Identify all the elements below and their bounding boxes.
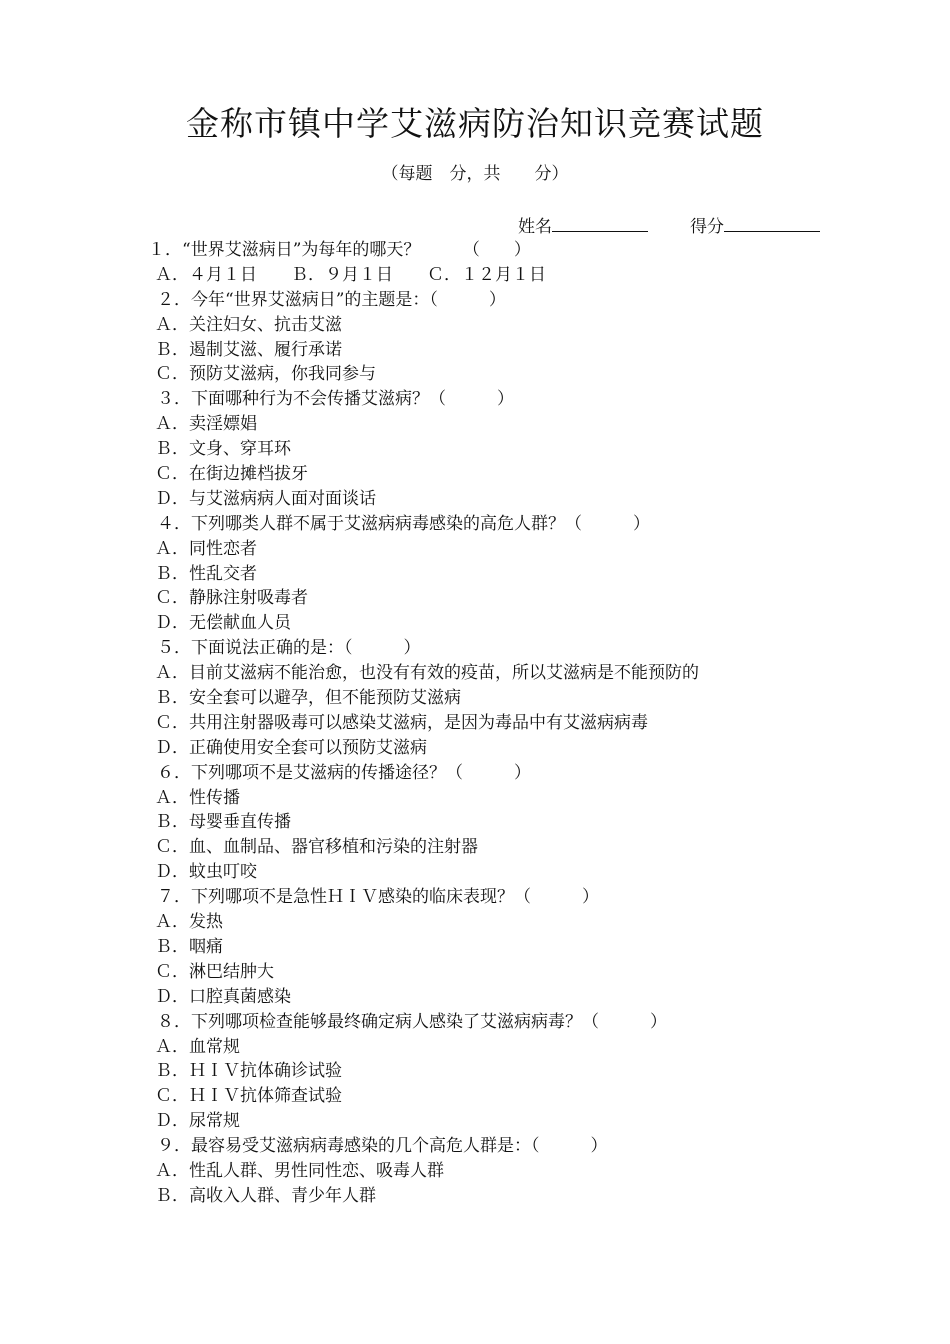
question-3: ３．下面哪种行为不会传播艾滋病？（ ） bbox=[157, 389, 514, 410]
question-4-option-b: Ｂ．性乱交者 bbox=[155, 563, 257, 584]
question-9: ９．最容易受艾滋病病毒感染的几个高危人群是：（ ） bbox=[157, 1136, 608, 1157]
question-7-option-a: Ａ．发热 bbox=[155, 912, 223, 933]
question-2-option-c: Ｃ．预防艾滋病，你我同参与 bbox=[155, 364, 376, 385]
question-2-option-a: Ａ．关注妇女、抗击艾滋 bbox=[155, 314, 342, 335]
question-7-option-c: Ｃ．淋巴结肿大 bbox=[155, 961, 274, 982]
question-3-option-c: Ｃ．在街边摊档拔牙 bbox=[155, 464, 308, 485]
question-3-option-a: Ａ．卖淫嫖娼 bbox=[155, 414, 257, 435]
question-8-option-d: Ｄ．尿常规 bbox=[155, 1111, 240, 1132]
question-8: ８．下列哪项检查能够最终确定病人感染了艾滋病病毒？（ ） bbox=[157, 1011, 667, 1032]
question-4-option-d: Ｄ．无偿献血人员 bbox=[155, 613, 291, 634]
question-2-option-b: Ｂ．遏制艾滋、履行承诺 bbox=[155, 339, 342, 360]
question-6-option-b: Ｂ．母婴垂直传播 bbox=[155, 812, 291, 833]
question-1: １．“世界艾滋病日”为每年的哪天？ （ ） bbox=[148, 240, 531, 260]
score-blank-line[interactable] bbox=[724, 213, 820, 232]
name-blank-line[interactable] bbox=[552, 213, 648, 232]
question-8-option-a: Ａ．血常规 bbox=[155, 1036, 240, 1057]
question-6-option-a: Ａ．性传播 bbox=[155, 787, 240, 808]
question-8-option-b: Ｂ．ＨＩＶ抗体确诊试验 bbox=[155, 1061, 342, 1082]
question-3-option-b: Ｂ．文身、穿耳环 bbox=[155, 439, 291, 460]
question-2: ２．今年“世界艾滋病日”的主题是：（ ） bbox=[157, 289, 506, 310]
question-1-options: Ａ．４月１日 Ｂ．９月１日 Ｃ．１２月１日 bbox=[155, 264, 546, 285]
question-9-option-a: Ａ．性乱人群、男性同性恋、吸毒人群 bbox=[155, 1160, 444, 1181]
question-5-option-d: Ｄ．正确使用安全套可以预防艾滋病 bbox=[155, 737, 427, 758]
question-3-option-d: Ｄ．与艾滋病病人面对面谈话 bbox=[155, 488, 376, 509]
question-5: ５．下面说法正确的是：（ ） bbox=[157, 638, 421, 659]
question-5-option-b: Ｂ．安全套可以避孕，但不能预防艾滋病 bbox=[155, 688, 461, 709]
question-4-option-a: Ａ．同性恋者 bbox=[155, 538, 257, 559]
question-7-option-d: Ｄ．口腔真菌感染 bbox=[155, 986, 291, 1007]
question-9-option-b: Ｂ．高收入人群、青少年人群 bbox=[155, 1185, 376, 1206]
score-label: 得分 bbox=[690, 217, 724, 237]
score-note: （每题 分，共 分） bbox=[381, 164, 569, 184]
question-6-option-d: Ｄ．蚊虫叮咬 bbox=[155, 862, 257, 883]
question-7: ７．下列哪项不是急性ＨＩＶ感染的临床表现？（ ） bbox=[157, 887, 599, 908]
student-info bbox=[518, 213, 828, 237]
question-7-option-b: Ｂ．咽痛 bbox=[155, 936, 223, 957]
question-6-option-c: Ｃ．血、血制品、器官移植和污染的注射器 bbox=[155, 837, 478, 858]
question-8-option-c: Ｃ．ＨＩＶ抗体筛查试验 bbox=[155, 1086, 342, 1107]
question-6: ６．下列哪项不是艾滋病的传播途径？（ ） bbox=[157, 762, 531, 783]
question-list bbox=[148, 238, 908, 1209]
question-5-option-a: Ａ．目前艾滋病不能治愈，也没有有效的疫苗，所以艾滋病是不能预防的 bbox=[155, 663, 699, 684]
page-title: 金称市镇中学艾滋病防治知识竞赛试题 bbox=[186, 104, 764, 143]
name-field[interactable] bbox=[518, 213, 648, 239]
question-4: ４．下列哪类人群不属于艾滋病病毒感染的高危人群？（ ） bbox=[157, 513, 650, 534]
question-4-option-c: Ｃ．静脉注射吸毒者 bbox=[155, 588, 308, 609]
name-label: 姓名 bbox=[518, 217, 552, 237]
question-5-option-c: Ｃ．共用注射器吸毒可以感染艾滋病，是因为毒品中有艾滋病病毒 bbox=[155, 712, 648, 733]
score-field[interactable] bbox=[690, 213, 820, 239]
